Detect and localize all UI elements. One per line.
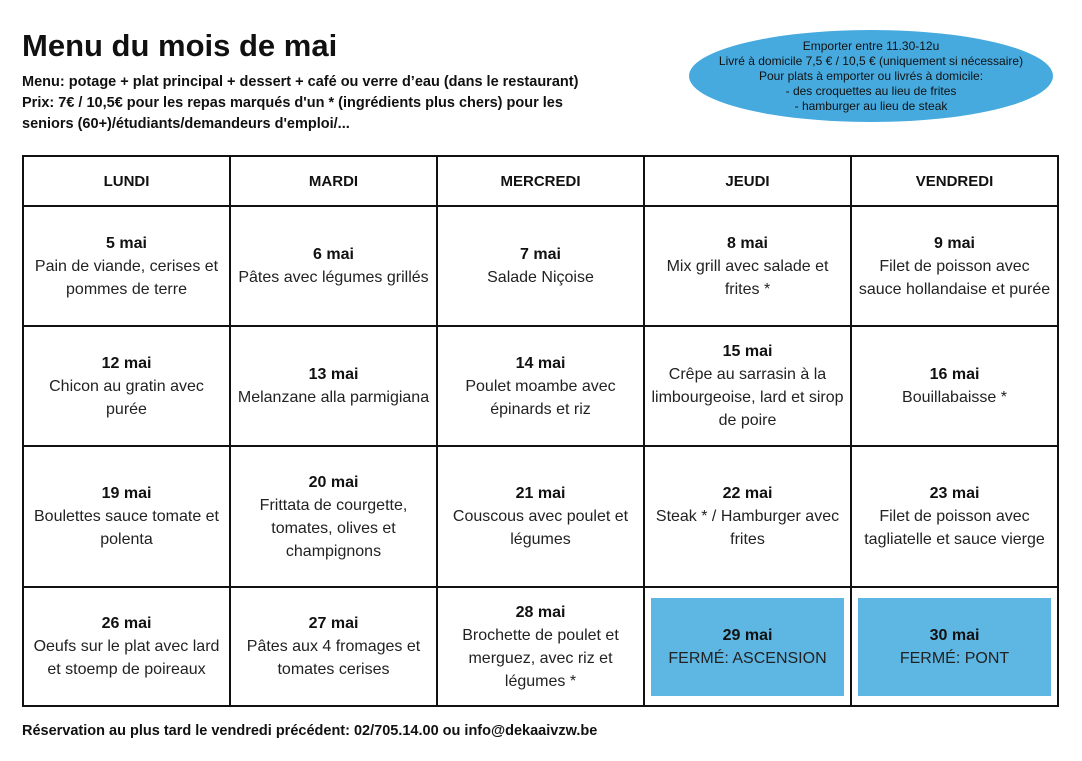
takeaway-croquettes: - des croquettes au lieu de frites [785, 83, 957, 98]
day-header-thursday: JEUDI [644, 156, 851, 206]
menu-date: 20 mai [308, 473, 359, 491]
menu-dish: Crêpe au sarrasin à la limbourgeoise, lard et sirop de poire [651, 366, 844, 429]
week-row [23, 206, 1058, 326]
closed-cell [644, 587, 851, 706]
menu-cell [230, 587, 437, 706]
closed-reason: FERMÉ: PONT [899, 649, 1010, 667]
menu-date: 7 mai [520, 246, 561, 263]
menu-cell [437, 587, 644, 706]
week-row [23, 587, 1058, 706]
menu-dish: Mix grill avec salade et frites * [666, 257, 829, 298]
page-title: Menu du mois de mai [22, 28, 338, 63]
menu-cell [851, 206, 1058, 326]
delivery-price: Livré à domicile 7,5 € / 10,5 € (uniquement si nécessaire) [718, 53, 1024, 68]
menu-date: 6 mai [313, 246, 354, 263]
menu-cell [437, 326, 644, 446]
menu-date: 23 mai [929, 485, 980, 502]
closed-day-box [651, 598, 844, 696]
menu-dish: Pain de viande, cerises et pommes de terre [34, 257, 219, 298]
menu-dish: Salade Niçoise [487, 269, 594, 286]
menu-dish: Melanzane alla parmigiana [237, 389, 430, 406]
menu-dish: Brochette de poulet et merguez, avec riz et légumes * [462, 626, 619, 690]
menu-date: 29 mai [722, 626, 773, 644]
closed-reason: FERMÉ: ASCENSION [668, 649, 827, 667]
menu-date: 30 mai [929, 626, 980, 644]
menu-cell [23, 206, 230, 326]
menu-date: 12 mai [101, 354, 152, 372]
menu-cell [644, 206, 851, 326]
menu-dish: Oeufs sur le plat avec lard et stoemp de poireaux [33, 638, 220, 678]
menu-cell [23, 326, 230, 446]
day-header-wednesday: MERCREDI [437, 156, 644, 206]
menu-dish: Boulettes sauce tomate et polenta [34, 508, 219, 548]
weekly-menu-table [22, 155, 1059, 707]
menu-date: 14 mai [515, 354, 566, 372]
menu-dish: Chicon au gratin avec purée [49, 377, 204, 418]
day-header-row [23, 156, 1058, 206]
menu-cell [230, 446, 437, 587]
reservation-note: Réservation au plus tard le vendredi précédent: 02/705.14.00 ou info@dekaaivzw.be [22, 723, 598, 739]
menu-cell [23, 587, 230, 706]
menu-dish: Poulet moambe avec épinards et riz [465, 377, 616, 418]
menu-date: 26 mai [101, 615, 152, 632]
menu-date: 8 mai [727, 234, 768, 252]
menu-dish: Pâtes avec légumes grillés [238, 269, 429, 286]
menu-date: 9 mai [934, 234, 975, 252]
price-info-continued: seniors (60+)/étudiants/demandeurs d'emploi/... [22, 116, 350, 132]
menu-date: 27 mai [308, 615, 359, 632]
menu-dish: Frittata de courgette, tomates, olives et champignons [259, 496, 408, 560]
menu-cell [437, 206, 644, 326]
menu-cell [23, 446, 230, 587]
menu-cell [644, 326, 851, 446]
menu-intro [22, 72, 662, 135]
takeaway-hours: Emporter entre 11.30-12u [802, 38, 940, 53]
menu-date: 15 mai [722, 343, 773, 360]
menu-cell [851, 446, 1058, 587]
menu-cell [230, 326, 437, 446]
price-info: Prix: 7€ / 10,5€ pour les repas marqués d'un * (ingrédients plus chers) pour les [22, 95, 563, 111]
menu-dish: Filet de poisson avec tagliatelle et sauce vierge [864, 508, 1045, 548]
menu-dish: Pâtes aux 4 fromages et tomates cerises [246, 638, 421, 678]
takeaway-notice [689, 30, 1053, 122]
menu-date: 21 mai [515, 485, 566, 502]
menu-date: 13 mai [308, 366, 359, 383]
menu-date: 22 mai [722, 485, 773, 502]
week-row [23, 446, 1058, 587]
week-row [23, 326, 1058, 446]
menu-cell [851, 326, 1058, 446]
menu-dish: Filet de poisson avec sauce hollandaise et purée [858, 257, 1051, 298]
menu-dish: Couscous avec poulet et légumes [452, 508, 629, 548]
menu-cell [644, 446, 851, 587]
menu-cell [437, 446, 644, 587]
menu-date: 16 mai [929, 366, 980, 383]
menu-dish: Bouillabaisse * [902, 389, 1007, 406]
day-header-monday: LUNDI [23, 156, 230, 206]
menu-composition: Menu: potage + plat principal + dessert + café ou verre d’eau (dans le restaurant) [22, 74, 579, 90]
menu-cell [230, 206, 437, 326]
day-header-friday: VENDREDI [851, 156, 1058, 206]
closed-cell [851, 587, 1058, 706]
takeaway-hamburger: - hamburger au lieu de steak [794, 98, 948, 113]
menu-date: 19 mai [101, 485, 152, 502]
menu-dish: Steak * / Hamburger avec frites [655, 508, 840, 548]
closed-day-box [858, 598, 1051, 696]
menu-date: 28 mai [515, 603, 566, 621]
menu-date: 5 mai [106, 234, 147, 252]
takeaway-heading: Pour plats à emporter ou livrés à domicile: [758, 68, 984, 83]
day-header-tuesday: MARDI [230, 156, 437, 206]
